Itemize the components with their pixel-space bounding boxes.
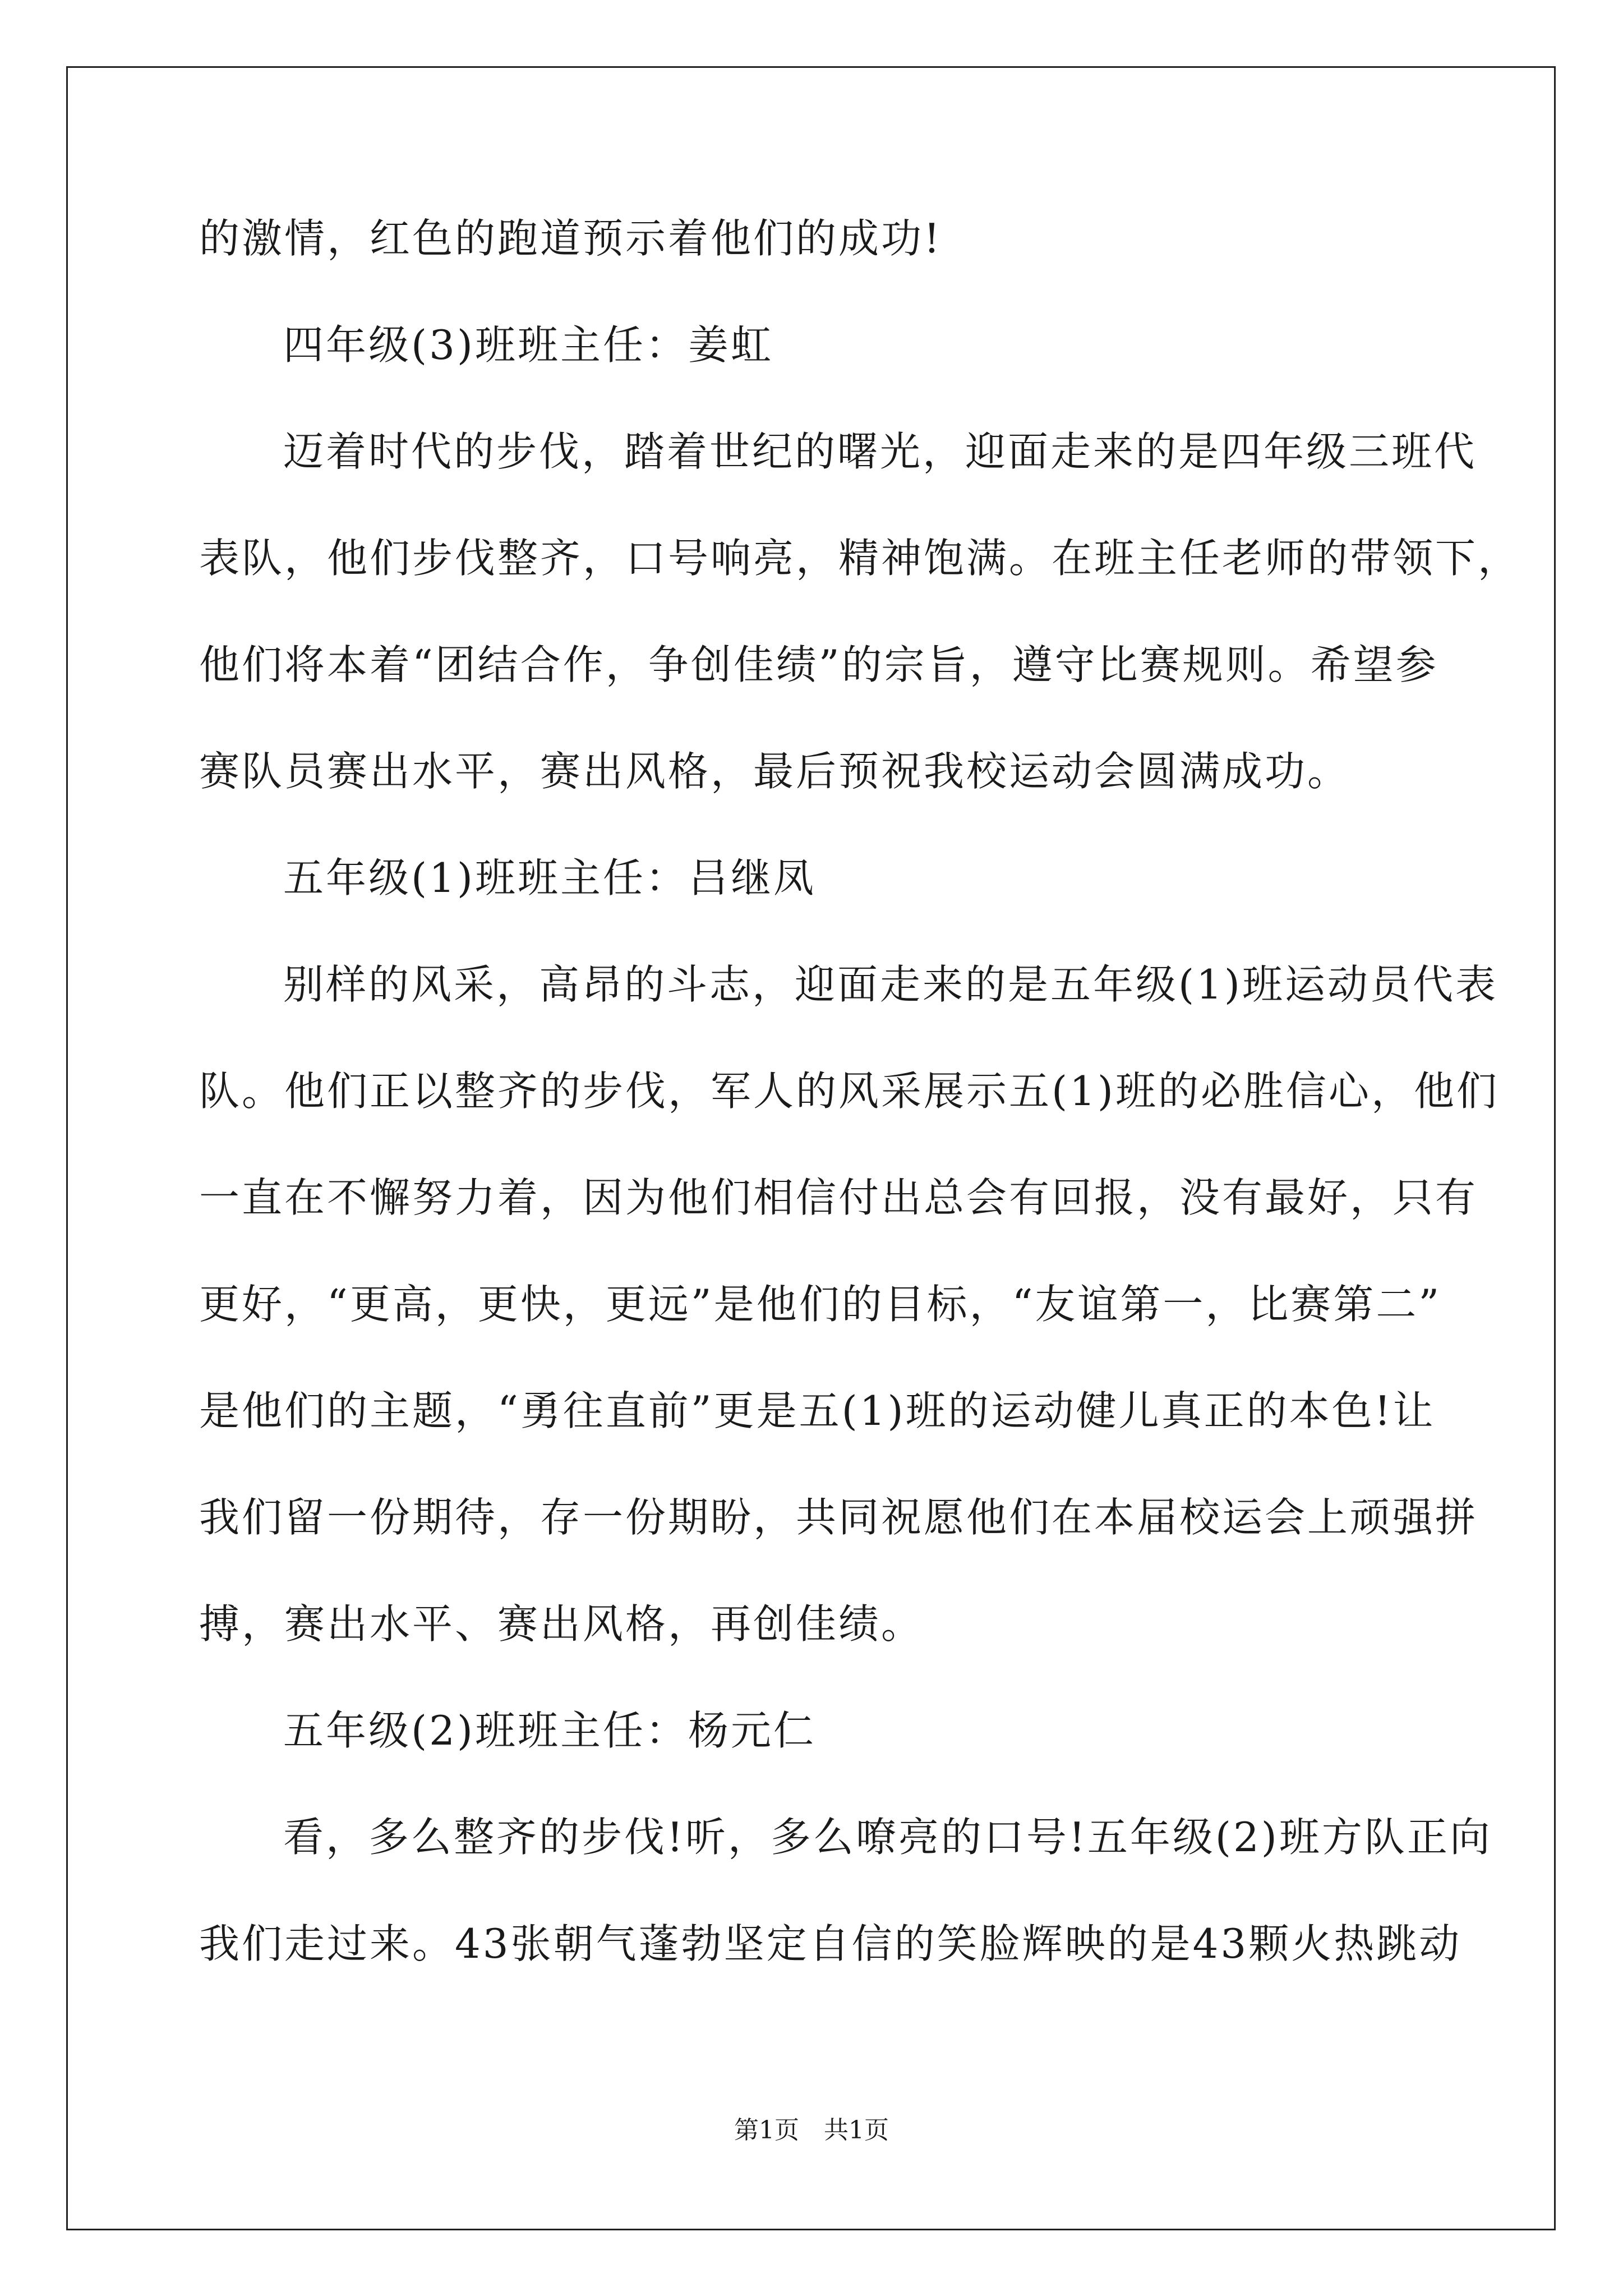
text-line: 赛队员赛出水平，赛出风格，最后预祝我校运动会圆满成功。 bbox=[199, 748, 1350, 795]
text-line: 别样的风采，高昂的斗志，迎面走来的是五年级(1)班运动员代表 bbox=[283, 961, 1498, 1008]
text-line: 的激情，红色的跑道预示着他们的成功! bbox=[199, 215, 942, 262]
text-line: 更好，“更高，更快，更远”是他们的目标，“友谊第一，比赛第二” bbox=[199, 1281, 1442, 1328]
document-body bbox=[199, 199, 1521, 2011]
text-line: 是他们的主题，“勇往直前”更是五(1)班的运动健儿真正的本色!让 bbox=[199, 1387, 1436, 1434]
text-line: 五年级(1)班班主任：吕继凤 bbox=[283, 854, 816, 901]
text-line: 我们留一份期待，存一份期盼，共同祝愿他们在本届校运会上顽强拼 bbox=[199, 1494, 1478, 1541]
text-line: 看，多么整齐的步伐!听，多么嘹亮的口号!五年级(2)班方队正向 bbox=[283, 1814, 1492, 1861]
text-line: 他们将本着“团结合作，争创佳绩”的宗旨，遵守比赛规则。希望参 bbox=[199, 641, 1438, 688]
text-line: 迈着时代的步伐，踏着世纪的曙光，迎面走来的是四年级三班代 bbox=[283, 428, 1477, 475]
text-line: 四年级(3)班班主任：姜虹 bbox=[283, 321, 773, 369]
text-line: 搏，赛出水平、赛出风格，再创佳绩。 bbox=[199, 1600, 924, 1648]
text-line: 五年级(2)班班主任：杨元仁 bbox=[283, 1707, 816, 1754]
text-line: 一直在不懈努力着，因为他们相信付出总会有回报，没有最好，只有 bbox=[199, 1174, 1478, 1221]
page-footer: 第1页 共1页 bbox=[734, 2116, 889, 2145]
text-line: 我们走过来。43张朝气蓬勃坚定自信的笑脸辉映的是43颗火热跳动 bbox=[199, 1920, 1462, 1967]
text-line: 队。他们正以整齐的步伐，军人的风采展示五(1)班的必胜信心，他们 bbox=[199, 1068, 1499, 1115]
text-line: 表队，他们步伐整齐，口号响亮，精神饱满。在班主任老师的带领下， bbox=[199, 535, 1521, 582]
